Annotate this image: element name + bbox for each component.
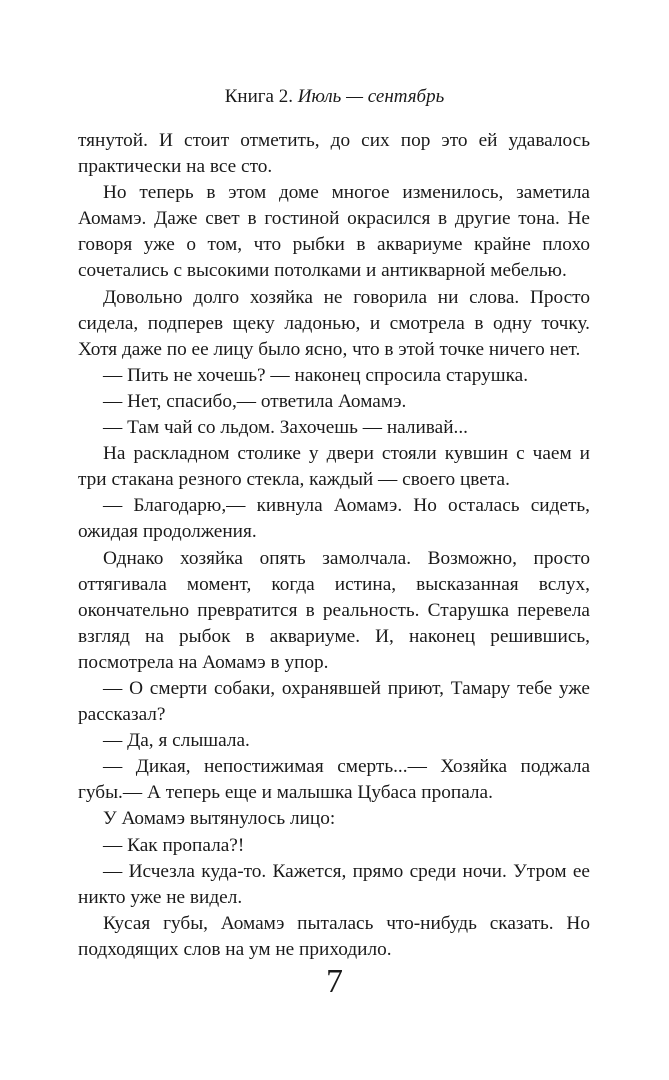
paragraph: — Да, я слышала.: [103, 730, 250, 752]
paragraph: Однако хозяйка опять замолчала. Возможно, просто оттягивала момент, когда истина, высказанная вслух, окончательно превратится в реальность. Старушка перевела взгляд на рыбок в аквариуме. И, наконец решившись, посмотрела на Аомамэ в упор.: [78, 547, 590, 673]
paragraph: — Исчезла куда-то. Кажется, прямо среди ночи. Утром ее никто уже не видел.: [78, 860, 590, 908]
paragraph: — Благодарю,— кивнула Аомамэ. Но осталась сидеть, ожидая продолжения.: [78, 495, 590, 543]
page-number: 7: [326, 963, 343, 1000]
paragraph: — Как пропала?!: [103, 834, 245, 856]
body-text: [78, 128, 590, 963]
paragraph: Довольно долго хозяйка не говорила ни слова. Просто сидела, подперев щеку ладонью, и смотрела в одну точку. Хотя даже по ее лицу было ясно, что в этой точке ничего нет.: [78, 286, 590, 360]
paragraph: — Нет, спасибо,— ответила Аомамэ.: [103, 390, 407, 412]
paragraph: Кусая губы, Аомамэ пыталась что-нибудь сказать. Но подходящих слов на ум не приходило.: [78, 912, 590, 960]
paragraph: Но теперь в этом доме многое изменилось, заметила Аомамэ. Даже свет в гостиной окрасился в другие тона. Не говоря уже о том, что рыбки в аквариуме крайне плохо сочетались с высокими потолками и антикварной мебелью.: [78, 182, 590, 282]
paragraph: — Там чай со льдом. Захочешь — наливай...: [103, 417, 468, 439]
paragraph: — О смерти собаки, охранявшей приют, Тамару тебе уже рассказал?: [78, 677, 590, 726]
paragraph: — Пить не хочешь? — наконец спросила старушка.: [103, 364, 529, 386]
paragraph: — Дикая, непостижимая смерть...— Хозяйка поджала губы.— А теперь еще и малышка Цубаса пропала.: [78, 756, 590, 804]
book-label: Книга 2.: [224, 86, 293, 107]
paragraph: На раскладном столике у двери стояли кувшин с чаем и три стакана резного стекла, каждый — своего цвета.: [78, 443, 590, 491]
paragraph: тянутой. И стоит отметить, до сих пор это ей удавалось практически на все сто.: [78, 130, 590, 178]
running-header: [0, 85, 669, 109]
paragraph: У Аомамэ вытянулось лицо:: [103, 808, 336, 830]
section-title: Июль — сентябрь: [297, 86, 445, 107]
